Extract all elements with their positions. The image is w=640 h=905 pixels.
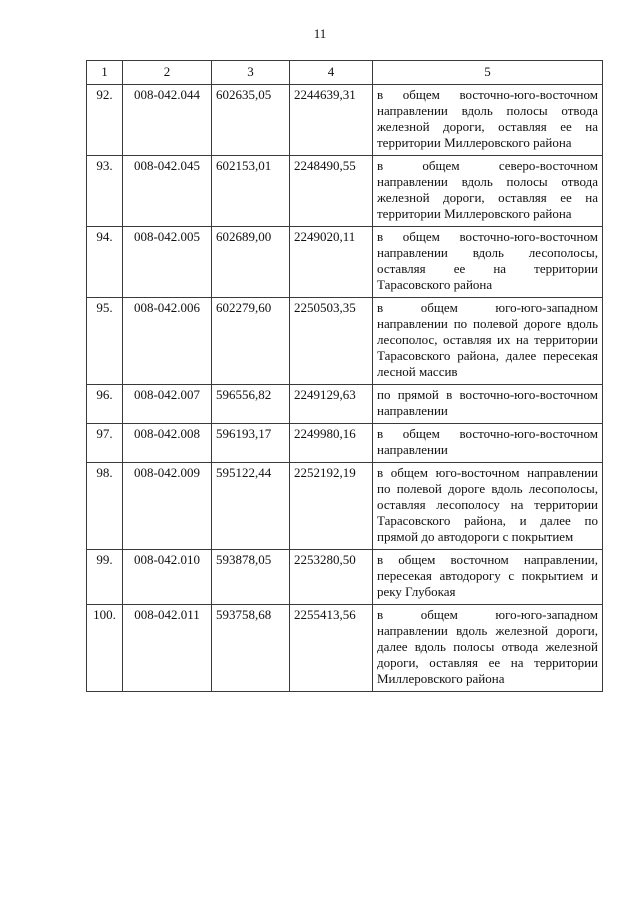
x-coordinate: 602279,60 (212, 298, 290, 385)
y-coordinate: 2252192,19 (290, 463, 373, 550)
boundary-description: в общем восточно-юго-восточном направлении вдоль лесополосы, оставляя ее на территории Тарасовского района (373, 227, 603, 298)
header-col-5: 5 (373, 61, 603, 85)
point-number: 97. (87, 424, 123, 463)
point-code: 008-042.005 (123, 227, 212, 298)
boundary-description: в общем северо-восточном направлении вдоль полосы отвода железной дороги, оставляя ее на территории Миллеровского района (373, 156, 603, 227)
point-code: 008-042.007 (123, 385, 212, 424)
x-coordinate: 595122,44 (212, 463, 290, 550)
boundary-description: в общем восточно-юго-восточном направлении (373, 424, 603, 463)
table-row (87, 298, 603, 385)
table-row (87, 156, 603, 227)
point-number: 100. (87, 605, 123, 692)
point-number: 98. (87, 463, 123, 550)
boundary-points-table (86, 60, 603, 692)
table-body (87, 85, 603, 692)
y-coordinate: 2250503,35 (290, 298, 373, 385)
x-coordinate: 596193,17 (212, 424, 290, 463)
table-row (87, 424, 603, 463)
y-coordinate: 2249020,11 (290, 227, 373, 298)
point-code: 008-042.010 (123, 550, 212, 605)
point-code: 008-042.044 (123, 85, 212, 156)
point-number: 96. (87, 385, 123, 424)
x-coordinate: 602153,01 (212, 156, 290, 227)
header-col-3: 3 (212, 61, 290, 85)
x-coordinate: 602635,05 (212, 85, 290, 156)
point-code: 008-042.011 (123, 605, 212, 692)
header-col-1: 1 (87, 61, 123, 85)
table-row (87, 385, 603, 424)
header-col-2: 2 (123, 61, 212, 85)
page-number: 11 (313, 26, 327, 41)
y-coordinate: 2255413,56 (290, 605, 373, 692)
x-coordinate: 593758,68 (212, 605, 290, 692)
x-coordinate: 602689,00 (212, 227, 290, 298)
point-code: 008-042.009 (123, 463, 212, 550)
x-coordinate: 593878,05 (212, 550, 290, 605)
x-coordinate: 596556,82 (212, 385, 290, 424)
table-row (87, 227, 603, 298)
table-row (87, 550, 603, 605)
point-number: 94. (87, 227, 123, 298)
point-number: 93. (87, 156, 123, 227)
table-header (87, 61, 603, 85)
header-row (87, 61, 603, 85)
y-coordinate: 2249980,16 (290, 424, 373, 463)
y-coordinate: 2249129,63 (290, 385, 373, 424)
boundary-description: в общем юго-восточном направлении по полевой дороге вдоль лесополосы, оставляя лесополосу на территории Тарасовского района, и далее по прямой до автодороги с покрытием (373, 463, 603, 550)
point-code: 008-042.008 (123, 424, 212, 463)
boundary-description: в общем восточно-юго-восточном направлении вдоль полосы отвода железной дороги, оставляя ее на территории Миллеровского района (373, 85, 603, 156)
boundary-description: в общем юго-юго-западном направлении вдоль железной дороги, далее вдоль полосы отвода железной дороги, оставляя ее на территории Миллеровского района (373, 605, 603, 692)
table-row (87, 85, 603, 156)
point-code: 008-042.006 (123, 298, 212, 385)
boundary-description: в общем восточном направлении, пересекая автодорогу с покрытием и реку Глубокая (373, 550, 603, 605)
table-row (87, 463, 603, 550)
boundary-description: по прямой в восточно-юго-восточном направлении (373, 385, 603, 424)
header-col-4: 4 (290, 61, 373, 85)
boundary-description: в общем юго-юго-западном направлении по полевой дороге вдоль лесополос, оставляя их на территории Тарасовского района, далее пересекая лесной массив (373, 298, 603, 385)
point-number: 99. (87, 550, 123, 605)
point-number: 95. (87, 298, 123, 385)
y-coordinate: 2244639,31 (290, 85, 373, 156)
point-number: 92. (87, 85, 123, 156)
point-code: 008-042.045 (123, 156, 212, 227)
y-coordinate: 2253280,50 (290, 550, 373, 605)
table-row (87, 605, 603, 692)
y-coordinate: 2248490,55 (290, 156, 373, 227)
